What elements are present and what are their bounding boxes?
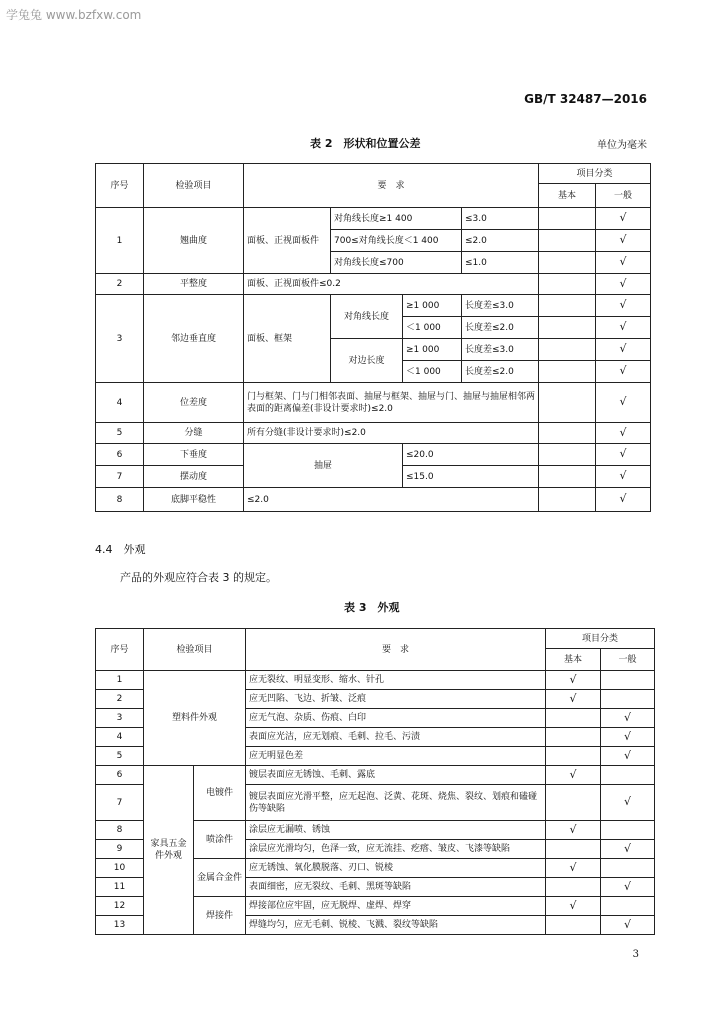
value-cell: ≤20.0: [403, 444, 539, 466]
check-mark: √: [546, 671, 601, 690]
table-appearance: [95, 628, 655, 935]
requirement-cell: 应无气泡、杂质、伤痕、白印: [246, 709, 546, 728]
requirement-cell: 焊缝均匀，应无毛刺、锐棱、飞溅、裂纹等缺陷: [246, 916, 546, 935]
check-mark: √: [601, 878, 655, 897]
table-row: [96, 383, 651, 423]
table-row: [96, 671, 655, 690]
check-mark: √: [596, 361, 651, 383]
seq-cell: 4: [96, 728, 144, 747]
watermark: 学兔兔 www.bzfxw.com: [6, 8, 142, 22]
seq-cell: 2: [96, 274, 144, 295]
seq-cell: 5: [96, 423, 144, 444]
item-cell: 平整度: [144, 274, 244, 295]
plating-subcategory: 电镀件: [194, 766, 246, 821]
header-basic: 基本: [539, 184, 596, 208]
check-mark: √: [546, 766, 601, 785]
seq-cell: 8: [96, 821, 144, 840]
seq-cell: 3: [96, 709, 144, 728]
check-mark: √: [601, 840, 655, 859]
plastic-category: 塑料件外观: [144, 671, 246, 766]
condition-cell: 700≤对角线长度＜1 400: [331, 230, 462, 252]
seq-cell: 5: [96, 747, 144, 766]
check-mark: √: [596, 488, 651, 512]
item-cell: 位差度: [144, 383, 244, 423]
check-mark: √: [596, 208, 651, 230]
header-general: 一般: [596, 184, 651, 208]
seq-cell: 12: [96, 897, 144, 916]
table-row: [96, 766, 655, 785]
spray-subcategory: 喷涂件: [194, 821, 246, 859]
metal-alloy-subcategory: 金属合金件: [194, 859, 246, 897]
requirement-cell: 涂层应无漏喷、锈蚀: [246, 821, 546, 840]
sub-item-cell: 面板、正视面板件: [244, 208, 331, 274]
check-mark: √: [546, 859, 601, 878]
seq-cell: 6: [96, 766, 144, 785]
check-mark: √: [546, 897, 601, 916]
check-mark: √: [596, 317, 651, 339]
condition-cell: 对角线长度≥1 400: [331, 208, 462, 230]
seq-cell: 9: [96, 840, 144, 859]
header-basic: 基本: [546, 649, 601, 671]
standard-number: GB/T 32487—2016: [524, 92, 647, 106]
header-requirement: 要 求: [244, 164, 539, 208]
requirement-cell: 涂层应光滑均匀，色泽一致，应无流挂、疙瘩、皱皮、飞漆等缺陷: [246, 840, 546, 859]
seq-cell: 1: [96, 208, 144, 274]
section-paragraph: 产品的外观应符合表 3 的规定。: [120, 571, 277, 584]
seq-cell: 10: [96, 859, 144, 878]
item-cell: 底脚平稳性: [144, 488, 244, 512]
seq-cell: 7: [96, 785, 144, 821]
check-mark: √: [596, 339, 651, 361]
header-item: 检验项目: [144, 629, 246, 671]
requirement-cell: 所有分缝(非设计要求时)≤2.0: [244, 423, 539, 444]
check-mark: √: [546, 821, 601, 840]
value-cell: ≤15.0: [403, 466, 539, 488]
table-row: [96, 423, 651, 444]
unit-note: 单位为毫米: [597, 140, 647, 151]
requirement-cell: 应无凹陷、飞边、折皱、泛痕: [246, 690, 546, 709]
value-cell: ≤1.0: [462, 252, 539, 274]
item-cell: 翘曲度: [144, 208, 244, 274]
table-row: [96, 274, 651, 295]
condition-cell: ≥1 000: [403, 339, 462, 361]
check-mark: √: [596, 423, 651, 444]
seq-cell: 7: [96, 466, 144, 488]
header-category: 项目分类: [539, 164, 651, 184]
check-mark: √: [601, 916, 655, 935]
header-seq: 序号: [96, 164, 144, 208]
value-cell: ≤3.0: [462, 208, 539, 230]
check-mark: √: [596, 252, 651, 274]
table3-title: 表 3 外观: [344, 601, 400, 614]
table-row: [96, 444, 651, 466]
check-mark: √: [596, 383, 651, 423]
header-requirement: 要 求: [246, 629, 546, 671]
item-cell: 下垂度: [144, 444, 244, 466]
check-mark: √: [601, 785, 655, 821]
check-mark: √: [596, 295, 651, 317]
seq-cell: 1: [96, 671, 144, 690]
value-cell: 长度差≤3.0: [462, 339, 539, 361]
requirement-cell: ≤2.0: [244, 488, 539, 512]
condition-cell: ≥1 000: [403, 295, 462, 317]
check-mark: √: [601, 709, 655, 728]
value-cell: 长度差≤2.0: [462, 317, 539, 339]
section-heading: 4.4 外观: [95, 543, 146, 556]
header-general: 一般: [601, 649, 655, 671]
check-mark: √: [596, 274, 651, 295]
seq-cell: 8: [96, 488, 144, 512]
value-cell: 长度差≤2.0: [462, 361, 539, 383]
requirement-cell: 表面应光洁，应无划痕、毛刺、拉毛、污渍: [246, 728, 546, 747]
check-mark: √: [596, 444, 651, 466]
table-row: [96, 488, 651, 512]
item-cell: 分缝: [144, 423, 244, 444]
requirement-cell: 镀层表面应光滑平整，应无起泡、泛黄、花斑、烧焦、裂纹、划痕和磕碰伤等缺陷: [246, 785, 546, 821]
check-mark: √: [601, 728, 655, 747]
header-seq: 序号: [96, 629, 144, 671]
condition-cell: 对角线长度≤700: [331, 252, 462, 274]
requirement-cell: 面板、正视面板件≤0.2: [244, 274, 539, 295]
sub-item-cell: 面板、框架: [244, 295, 331, 383]
requirement-cell: 应无锈蚀、氧化膜脱落、刃口、锐棱: [246, 859, 546, 878]
seq-cell: 2: [96, 690, 144, 709]
weld-subcategory: 焊接件: [194, 897, 246, 935]
check-mark: √: [596, 230, 651, 252]
hardware-category: 家具五金件外观: [144, 766, 194, 935]
check-mark: √: [601, 747, 655, 766]
table-row: [96, 295, 651, 317]
requirement-cell: 焊接部位应牢固，应无脱焊、虚焊、焊穿: [246, 897, 546, 916]
header-category: 项目分类: [546, 629, 655, 649]
seq-cell: 3: [96, 295, 144, 383]
condition-cell: ＜1 000: [403, 361, 462, 383]
seq-cell: 6: [96, 444, 144, 466]
item-cell: 邻边垂直度: [144, 295, 244, 383]
check-mark: √: [596, 466, 651, 488]
table-row: [96, 208, 651, 230]
header-item: 检验项目: [144, 164, 244, 208]
requirement-cell: 表面细密，应无裂纹、毛刺、黑斑等缺陷: [246, 878, 546, 897]
value-cell: ≤2.0: [462, 230, 539, 252]
requirement-cell: 镀层表面应无锈蚀、毛刺、露底: [246, 766, 546, 785]
seq-cell: 13: [96, 916, 144, 935]
requirement-cell: 门与框架、门与门相邻表面、抽屉与框架、抽屉与门、抽屉与抽屉相邻两表面的距离偏差(非设计要求时)≤2.0: [244, 383, 539, 423]
condition-cell: ＜1 000: [403, 317, 462, 339]
table2-title: 表 2 形状和位置公差: [310, 137, 421, 150]
seq-cell: 11: [96, 878, 144, 897]
sub-item-cell: 抽屉: [244, 444, 403, 488]
requirement-cell: 应无裂纹、明显变形、缩水、针孔: [246, 671, 546, 690]
check-mark: √: [546, 690, 601, 709]
side-label: 对边长度: [331, 339, 403, 383]
value-cell: 长度差≤3.0: [462, 295, 539, 317]
requirement-cell: 应无明显色差: [246, 747, 546, 766]
table-shape-position-tolerance: [95, 163, 651, 512]
page-number: 3: [632, 949, 639, 960]
item-cell: 摆动度: [144, 466, 244, 488]
seq-cell: 4: [96, 383, 144, 423]
diagonal-label: 对角线长度: [331, 295, 403, 339]
